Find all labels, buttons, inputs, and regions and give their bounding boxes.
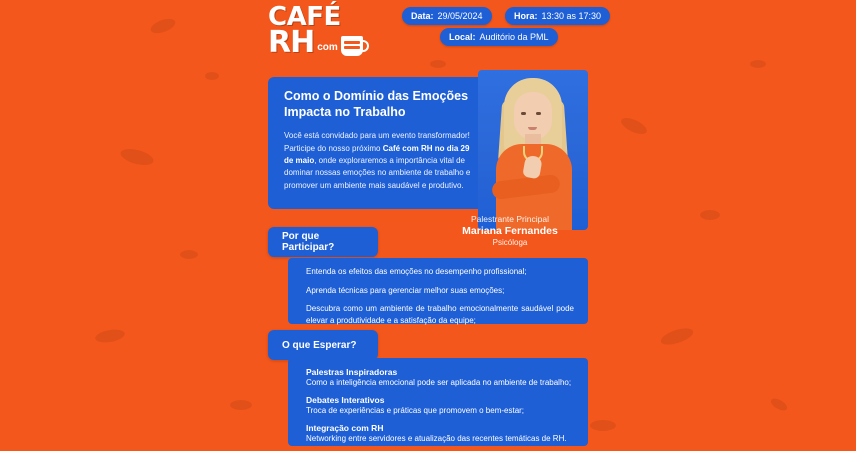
background-blob: [619, 115, 649, 138]
event-location-pill: [440, 28, 558, 46]
speaker-caption: [430, 214, 590, 248]
section-label-participar: Por que Participar?: [268, 227, 378, 257]
background-blob: [590, 420, 616, 431]
event-time-label: Hora:: [514, 11, 538, 21]
event-location-label: Local:: [449, 32, 476, 42]
background-blob: [149, 16, 178, 36]
logo-line-cafe: CAFÉ: [268, 2, 341, 32]
speaker-name: Mariana Fernandes: [462, 224, 558, 237]
eye-left: [521, 112, 526, 115]
hero-title: Como o Domínio das Emoções Impacta no Trabalho: [284, 89, 469, 119]
background-blob: [700, 210, 720, 220]
benefit-item: Entenda os efeitos das emoções no desempenho profissional;: [306, 267, 527, 276]
event-location-value: Auditório da PML: [479, 32, 549, 42]
event-date-value: 29/05/2024: [437, 11, 483, 21]
speaker-role-top: Palestrante Principal: [471, 214, 549, 224]
hero-paragraph-lead: Você está convidado para um evento transformador! Participe do nosso próximo: [284, 131, 470, 153]
hero-paragraph: [284, 130, 472, 192]
expectation-heading: Integração com RH: [306, 422, 384, 433]
event-time-pill: [505, 7, 610, 25]
eye-right: [536, 112, 541, 115]
event-date-pill: [402, 7, 492, 25]
logo-superscript-com: com: [317, 42, 338, 53]
event-date-label: Data:: [411, 11, 434, 21]
background-blob: [769, 396, 789, 413]
expectation-text: Troca de experiências e práticas que promovem o bem-estar;: [306, 405, 525, 415]
brand-logo: [268, 4, 388, 64]
coffee-cup-icon: [341, 36, 363, 56]
background-blob: [205, 72, 219, 80]
speaker-photo: [478, 70, 588, 230]
expectation-text: Como a inteligência emocional pode ser aplicada no ambiente de trabalho;: [306, 378, 572, 388]
benefit-item: Descubra como um ambiente de trabalho emocionalmente saudável pode elevar a produtividade e a satisfação da equipe;: [306, 304, 574, 325]
expectation-item: [306, 423, 574, 445]
expectations-card: [288, 358, 588, 446]
benefit-item: Aprenda técnicas para gerenciar melhor suas emoções;: [306, 285, 505, 295]
expectation-heading: Debates Interativos: [306, 394, 385, 405]
expectation-heading: Palestras Inspiradoras: [306, 367, 398, 377]
expectation-item: [306, 367, 574, 389]
background-blob: [94, 327, 126, 344]
event-time-value: 13:30 as 17:30: [541, 11, 602, 21]
hero-paragraph-tail: , onde exploraremos a importância vital de dominar nossas emoções no ambiente de trabalho e promover um ambiente mais saudável e produtivo.: [284, 156, 471, 190]
background-blob: [750, 60, 766, 68]
benefits-card: [288, 258, 588, 324]
hero-paragraph-highlight: Café com RH no dia 29 de maio: [284, 143, 470, 166]
background-blob: [659, 325, 695, 348]
background-blob: [230, 400, 252, 410]
face: [514, 92, 552, 140]
background-blob: [119, 146, 155, 168]
logo-line-rh: RH: [268, 25, 315, 60]
section-label-esperar: O que Esperar?: [268, 330, 378, 360]
speaker-role: Psicóloga: [492, 237, 528, 247]
background-blob: [180, 250, 198, 259]
background-blob: [430, 60, 446, 68]
expectation-text: Networking entre servidores e atualização das recentes temáticas de RH.: [306, 433, 567, 443]
expectation-item: [306, 395, 574, 417]
